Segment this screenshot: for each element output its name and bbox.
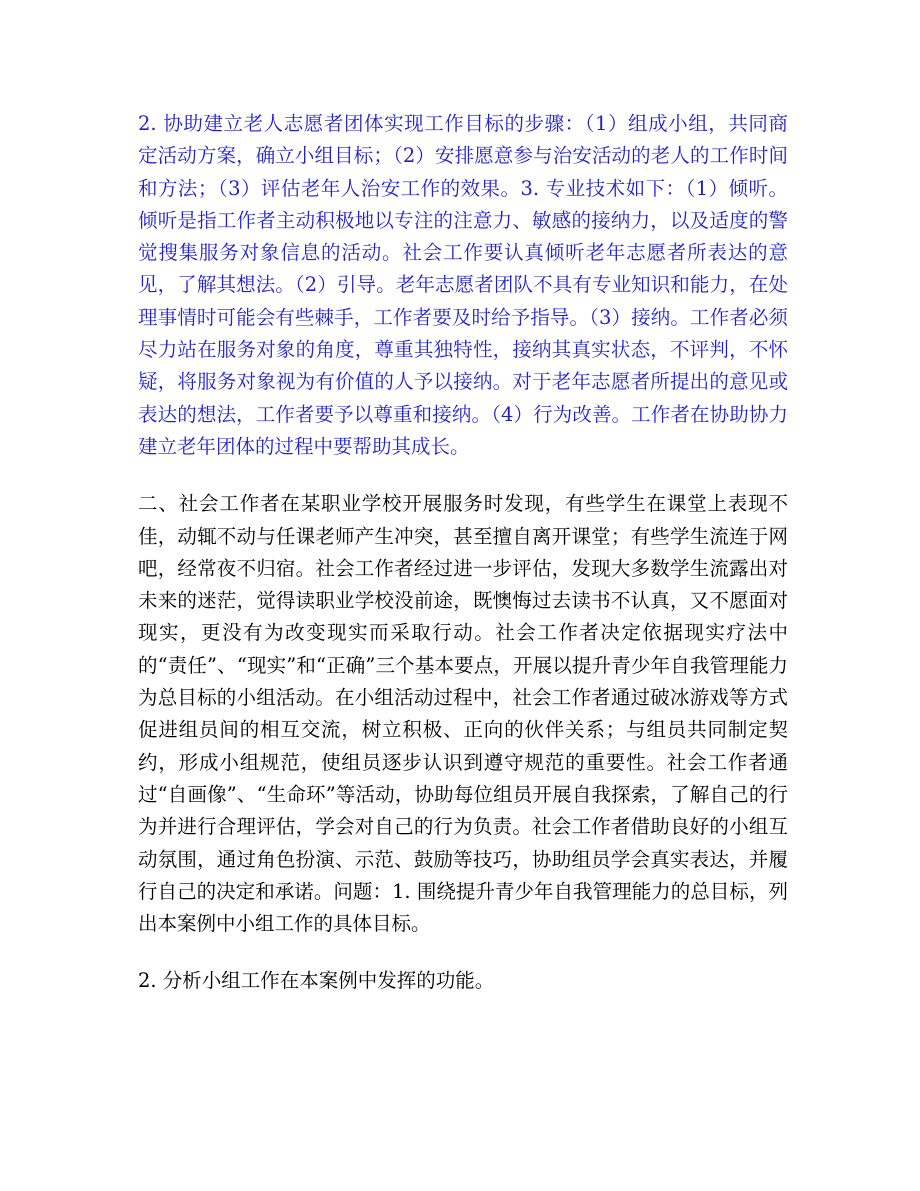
case-question-paragraph: 二、社会工作者在某职业学校开展服务时发现，有些学生在课堂上表现不佳，动辄不动与任课老师产生冲突，甚至擅自离开课堂；有些学生流连于网吧，经常夜不归宿。社会工作者经过进一步评估，发现大多数学生流露出对未来的迷茫，觉得读职业学校没前途，既懊悔过去读书不认真，又不愿面对现实，更没有为改变现实而采取行动。社会工作者决定依据现实疗法中的“责任”、“现实”和“正确”三个基本要点，开展以提升青少年自我管理能力为总目标的小组活动。在小组活动过程中，社会工作者通过破冰游戏等方式促进组员间的相互交流，树立积极、正向的伙伴关系；与组员共同制定契约，形成小组规范，使组员逐步认识到遵守规范的重要性。社会工作者通过“自画像”、“生命环”等活动，协助每位组员开展自我探索，了解自己的行为并进行合理评估，学会对自己的行为负责。社会工作者借助良好的小组互动氛围，通过角色扮演、示范、鼓励等技巧，协助组员学会真实表达，并履行自己的决定和承诺。问题：1. 围绕提升青少年自我管理能力的总目标，列出本案例中小组工作的具体目标。 bbox=[138, 492, 788, 936]
answer-paragraph: 2. 协助建立老人志愿者团体实现工作目标的步骤：（1）组成小组，共同商定活动方案，确立小组目标；（2）安排愿意参与治安活动的老人的工作时间和方法；（3）评估老年人治安工作的效果。3. 专业技术如下：（1）倾听。倾听是指工作者主动积极地以专注的注意力、敏感的接纳力，以及适度的警觉搜集服务对象信息的活动。社会工作要认真倾听老年志愿者所表达的意见，了解其想法。（2）引导。老年志愿者团队不具有专业知识和能力，在处理事情时可能会有些棘手，工作者要及时给予指导。（3）接纳。工作者必须尽力站在服务对象的角度，尊重其独特性，接纳其真实状态，不评判，不怀疑，将服务对象视为有价值的人予以接纳。对于老年志愿者所提出的意见或表达的想法，工作者要予以尊重和接纳。（4）行为改善。工作者在协助协力建立老年团体的过程中要帮助其成长。 bbox=[138, 112, 788, 458]
document-body bbox=[138, 108, 788, 998]
question-2-paragraph: 2. 分析小组工作在本案例中发挥的功能。 bbox=[138, 969, 495, 993]
paragraph-spacer bbox=[138, 463, 788, 488]
paragraph-spacer bbox=[138, 940, 788, 965]
